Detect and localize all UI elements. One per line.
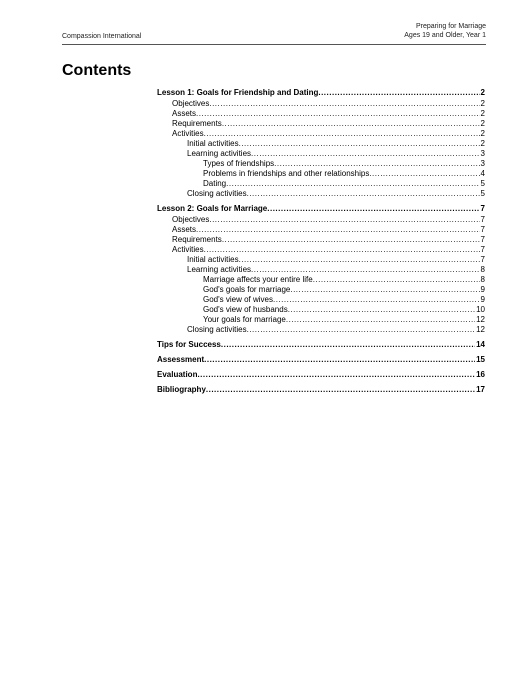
toc-entry[interactable] — [157, 99, 485, 109]
toc-entry[interactable] — [157, 159, 485, 169]
toc-entry-label: Assessment — [157, 355, 205, 364]
toc-entry-page-number: 7 — [480, 204, 485, 213]
toc-entry[interactable] — [157, 275, 485, 285]
toc-entry-page-number: 12 — [476, 315, 485, 324]
document-title-block — [404, 22, 486, 40]
toc-entry-label: Types of friendships — [203, 159, 275, 168]
toc-dot-leader — [196, 225, 480, 235]
toc-entry[interactable] — [157, 225, 485, 235]
toc-entry-page-number: 3 — [480, 159, 485, 168]
toc-entry[interactable] — [157, 315, 485, 325]
toc-entry[interactable] — [157, 285, 485, 295]
toc-entry-label: Objectives — [172, 99, 210, 108]
toc-entry[interactable] — [157, 189, 485, 199]
toc-entry-label: Assets — [172, 109, 197, 118]
toc-entry-label: Tips for Success — [157, 340, 221, 349]
toc-entry-page-number: 4 — [480, 169, 485, 178]
toc-entry-page-number: 9 — [480, 285, 485, 294]
page-header — [62, 22, 486, 45]
toc-dot-leader — [318, 86, 479, 99]
toc-entry-label: Closing activities — [187, 189, 247, 198]
toc-entry-label: Problems in friendships and other relationships — [203, 169, 370, 178]
toc-entry[interactable] — [157, 215, 485, 225]
toc-entry-label: Requirements — [172, 119, 222, 128]
toc-dot-leader — [206, 383, 475, 396]
page-title: Contents — [62, 62, 132, 79]
toc-dot-leader — [369, 169, 479, 179]
toc-dot-leader — [197, 368, 475, 381]
toc-entry-label: Dating — [203, 179, 227, 188]
toc-dot-leader — [313, 275, 480, 285]
toc-entry[interactable] — [157, 265, 485, 275]
toc-dot-leader — [290, 285, 479, 295]
toc-entry[interactable] — [157, 295, 485, 305]
toc-dot-leader — [221, 338, 475, 351]
toc-entry-page-number: 8 — [480, 275, 485, 284]
toc-dot-leader — [247, 189, 480, 199]
toc-entry-label: God's view of wives — [203, 295, 273, 304]
toc-entry-label: Closing activities — [187, 325, 247, 334]
toc-entry[interactable] — [157, 325, 485, 335]
toc-entry-label: Learning activities — [187, 265, 252, 274]
toc-entry[interactable] — [157, 338, 485, 351]
toc-entry-page-number: 2 — [480, 119, 485, 128]
toc-entry-label: Activities — [172, 129, 204, 138]
toc-entry-page-number: 17 — [476, 385, 485, 394]
toc-entry-page-number: 7 — [480, 255, 485, 264]
toc-dot-leader — [226, 179, 479, 189]
toc-dot-leader — [273, 295, 480, 305]
toc-entry-label: Activities — [172, 245, 204, 254]
toc-entry[interactable] — [157, 119, 485, 129]
toc-dot-leader — [251, 265, 480, 275]
toc-entry-label: Learning activities — [187, 149, 252, 158]
toc-dot-leader — [196, 109, 480, 119]
toc-dot-leader — [204, 129, 480, 139]
document-subtitle: Ages 19 and Older, Year 1 — [404, 32, 486, 39]
toc-entry-page-number: 9 — [480, 295, 485, 304]
toc-entry-page-number: 2 — [480, 109, 485, 118]
toc-dot-leader — [267, 202, 479, 215]
toc-entry-label: Lesson 2: Goals for Marriage — [157, 204, 268, 213]
toc-dot-leader — [288, 305, 475, 315]
toc-entry[interactable] — [157, 139, 485, 149]
toc-dot-leader — [209, 215, 479, 225]
toc-entry-page-number: 15 — [476, 355, 485, 364]
toc-entry-page-number: 7 — [480, 245, 485, 254]
toc-entry-label: Initial activities — [187, 255, 239, 264]
toc-entry-label: Your goals for marriage — [203, 315, 286, 324]
toc-entry[interactable] — [157, 129, 485, 139]
toc-entry-page-number: 7 — [480, 215, 485, 224]
toc-entry[interactable] — [157, 255, 485, 265]
toc-entry[interactable] — [157, 305, 485, 315]
toc-entry[interactable] — [157, 169, 485, 179]
toc-dot-leader — [247, 325, 476, 335]
toc-entry-label: Marriage affects your entire life — [203, 275, 313, 284]
organization-name: Compassion International — [62, 33, 142, 40]
toc-entry-page-number: 8 — [480, 265, 485, 274]
toc-dot-leader — [286, 315, 475, 325]
toc-dot-leader — [204, 353, 475, 366]
toc-entry-page-number: 5 — [480, 179, 485, 188]
toc-dot-leader — [204, 245, 480, 255]
toc-entry[interactable] — [157, 235, 485, 245]
toc-entry-page-number: 2 — [480, 139, 485, 148]
toc-entry-label: Assets — [172, 225, 197, 234]
toc-entry-page-number: 7 — [480, 235, 485, 244]
toc-entry-page-number: 16 — [476, 370, 485, 379]
toc-entry[interactable] — [157, 149, 485, 159]
toc-entry[interactable] — [157, 383, 485, 396]
toc-dot-leader — [222, 235, 480, 245]
toc-entry-label: Objectives — [172, 215, 210, 224]
toc-entry-label: Bibliography — [157, 385, 206, 394]
toc-entry[interactable] — [157, 353, 485, 366]
toc-entry-page-number: 5 — [480, 189, 485, 198]
toc-entry[interactable] — [157, 179, 485, 189]
toc-entry-label: God's view of husbands — [203, 305, 288, 314]
toc-entry[interactable] — [157, 86, 485, 99]
toc-dot-leader — [209, 99, 479, 109]
toc-entry-page-number: 10 — [476, 305, 485, 314]
toc-entry-page-number: 2 — [480, 129, 485, 138]
toc-entry-page-number: 12 — [476, 325, 485, 334]
toc-dot-leader — [239, 139, 480, 149]
toc-entry-label: Evaluation — [157, 370, 198, 379]
toc-entry-page-number: 2 — [480, 99, 485, 108]
toc-entry-page-number: 14 — [476, 340, 485, 349]
toc-entry-label: God's goals for marriage — [203, 285, 291, 294]
toc-entry-label: Lesson 1: Goals for Friendship and Dating — [157, 88, 319, 97]
toc-entry-label: Initial activities — [187, 139, 239, 148]
toc-entry-page-number: 2 — [480, 88, 485, 97]
toc-dot-leader — [251, 149, 480, 159]
toc-dot-leader — [274, 159, 479, 169]
toc-entry[interactable] — [157, 109, 485, 119]
toc-entry[interactable] — [157, 245, 485, 255]
toc-dot-leader — [239, 255, 480, 265]
toc-entry-label: Requirements — [172, 235, 222, 244]
toc-entry[interactable] — [157, 202, 485, 215]
toc-entry[interactable] — [157, 368, 485, 381]
toc-entry-page-number: 7 — [480, 225, 485, 234]
toc-dot-leader — [222, 119, 480, 129]
document-title: Preparing for Marriage — [415, 23, 486, 30]
toc-entry-page-number: 3 — [480, 149, 485, 158]
table-of-contents — [157, 86, 485, 396]
